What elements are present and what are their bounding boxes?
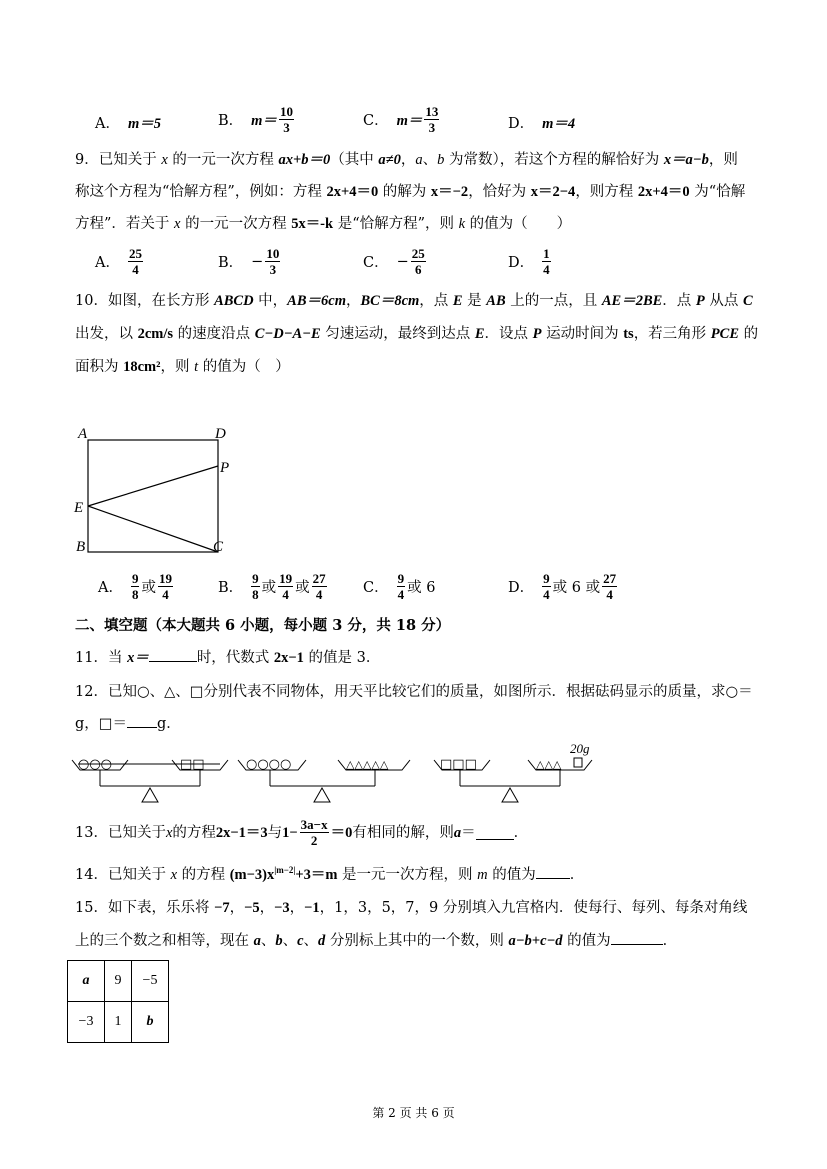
q9-line-3: 方程”．若关于 x 的一元一次方程 5x＝-k 是“恰解方程”，则 k 的值为（ ）	[75, 216, 572, 232]
q10-option-c: C． $\frac{9}{4}$ 或 6	[363, 571, 436, 602]
magic-square-table	[67, 960, 169, 1043]
q9-option-a: A． $\frac{25}{4}$	[95, 246, 142, 277]
q8-option-a	[95, 112, 161, 133]
fraction: $\frac{13}{3}$	[425, 104, 439, 135]
left-pan-items: ○○○○	[246, 757, 292, 772]
section-heading: 二、填空题（本大题共 6 小题，每小题 3 分，共 18 分）	[75, 617, 451, 634]
label-b: B	[76, 539, 86, 555]
right-pan-items: △△△	[536, 758, 562, 771]
right-pan-items: △△△△△	[346, 758, 389, 771]
label-c: C	[213, 539, 224, 555]
q9-option-d: D． $\frac{1}{4}$	[508, 246, 550, 277]
q11: 11．当 x＝ 时，代数式 2x−1 的值是 3．	[75, 650, 381, 666]
page-footer: 第 2 页 共 6 页	[372, 1106, 455, 1120]
balance-scales	[70, 738, 610, 808]
balance-scale-3	[434, 741, 592, 802]
q15-line-2: 上的三个数之和相等，现在 a、b、c、d 分别标上其中的一个数，则 a−b+c−d 的值为 ．	[75, 930, 677, 951]
fraction: $\frac{10}{3}$	[279, 104, 293, 135]
q9-option-c: C． − $\frac{25}{6}$	[363, 246, 425, 277]
table-row	[68, 961, 169, 1002]
q15-line-1: 15．如下表，乐乐将 −7，−5，−3，−1，1，3，5，7，9 分别填入九宫格内．使每行、每列、每条对角线	[75, 900, 748, 916]
option-letter: C．	[363, 113, 389, 129]
q10-option-d: D． $\frac{9}{4}$ 或 6 或 $\frac{27}{4}$	[508, 571, 617, 602]
fraction: $\frac{10}{3}$	[266, 246, 280, 277]
left-pan-items: □□□	[440, 757, 477, 772]
q12-line-1: 12．已知○、△、□分别代表不同物体，用天平比较它们的质量，如图所示．根据砝码显示的质量，求○＝	[75, 684, 753, 700]
right-pan-items: □□	[180, 757, 205, 772]
label-p: P	[220, 460, 230, 476]
left-pan-items: ○○○	[78, 757, 113, 772]
fraction: $\frac{3a-x}{2}$	[300, 817, 328, 848]
option-expr: m＝4	[542, 116, 576, 132]
table-cell: a	[68, 961, 105, 1002]
q10-line-2: 出发，以 2cm/s 的速度沿点 C−D−A−E 匀速运动，最终到达点 E．设点 P 运动时间为 ts，若三角形 PCE 的	[75, 326, 759, 342]
q8-option-c	[363, 104, 441, 135]
answer-blank[interactable]	[611, 930, 663, 945]
option-letter: A．	[95, 116, 120, 132]
label-e: E	[74, 500, 84, 516]
q10-line-1: 10．如图，在长方形 ABCD 中，AB＝6cm，BC＝8cm，点 E 是 AB 上的一点，且 AE＝2BE．点 P 从点 C	[75, 293, 753, 309]
label-a: A	[78, 426, 88, 442]
balance-scale-2	[238, 757, 410, 802]
label-d: D	[215, 426, 226, 442]
q10-option-a: A． $\frac{9}{8}$ 或 $\frac{19}{4}$	[98, 571, 172, 602]
option-expr: m＝	[396, 113, 423, 129]
balance-scale-1	[72, 757, 228, 802]
answer-blank[interactable]	[536, 864, 570, 879]
option-expr: m＝5	[127, 116, 162, 132]
table-cell: b	[132, 1002, 169, 1043]
weight-icon	[574, 758, 582, 767]
table-cell: 1	[105, 1002, 132, 1043]
answer-blank[interactable]	[476, 825, 514, 840]
table-cell: 9	[105, 961, 132, 1002]
q13: 13．已知关于 x 的方程 2x−1＝3 与 1− $\frac{3a-x}{2}$ ＝0 有相同的解，则 a ＝ ．	[75, 817, 529, 848]
q8-option-d	[508, 112, 575, 133]
q9-line-1: 9．已知关于 x 的一元一次方程 ax+b＝0（其中 a≠0，a、b 为常数），若这个方程的解恰好为 x＝a−b，则	[75, 152, 738, 168]
fraction: $\frac{25}{6}$	[411, 246, 425, 277]
segment-ep	[88, 466, 218, 506]
rectangle-abcd	[88, 440, 218, 552]
q12-line-2: g，□＝ g．	[75, 716, 181, 732]
option-expr: m＝	[251, 113, 277, 129]
q8-option-b	[218, 104, 296, 135]
option-letter: B．	[218, 113, 244, 129]
q9-option-b: B． − $\frac{10}{3}$	[218, 246, 280, 277]
table-cell: −3	[68, 1002, 105, 1043]
fraction: $\frac{25}{4}$	[128, 246, 142, 277]
q10-option-b: B． $\frac{9}{8}$ 或 $\frac{19}{4}$ 或 $\frac{27}{4}$	[218, 571, 326, 602]
q9-line-2: 称这个方程为“恰解方程”，例如：方程 2x+4＝0 的解为 x＝−2，恰好为 x＝2−4，则方程 2x+4＝0 为“恰解	[75, 184, 746, 200]
segment-ec	[88, 506, 218, 552]
table-cell: −5	[132, 961, 169, 1002]
rectangle-figure	[70, 420, 240, 560]
weight-label: 20g	[570, 741, 590, 756]
fraction: $\frac{1}{4}$	[543, 246, 550, 277]
option-letter: D．	[508, 116, 535, 132]
q14: 14．已知关于 x 的方程 $(m-3)x^{|m-2|}+3=m$ 是一元一次方程，则 m 的值为 ．	[75, 865, 585, 883]
table-row	[68, 1002, 169, 1043]
q10-line-3: 面积为 18cm²，则 t 的值为（ ）	[75, 359, 290, 375]
answer-blank[interactable]	[149, 661, 197, 662]
answer-blank[interactable]	[127, 727, 157, 728]
